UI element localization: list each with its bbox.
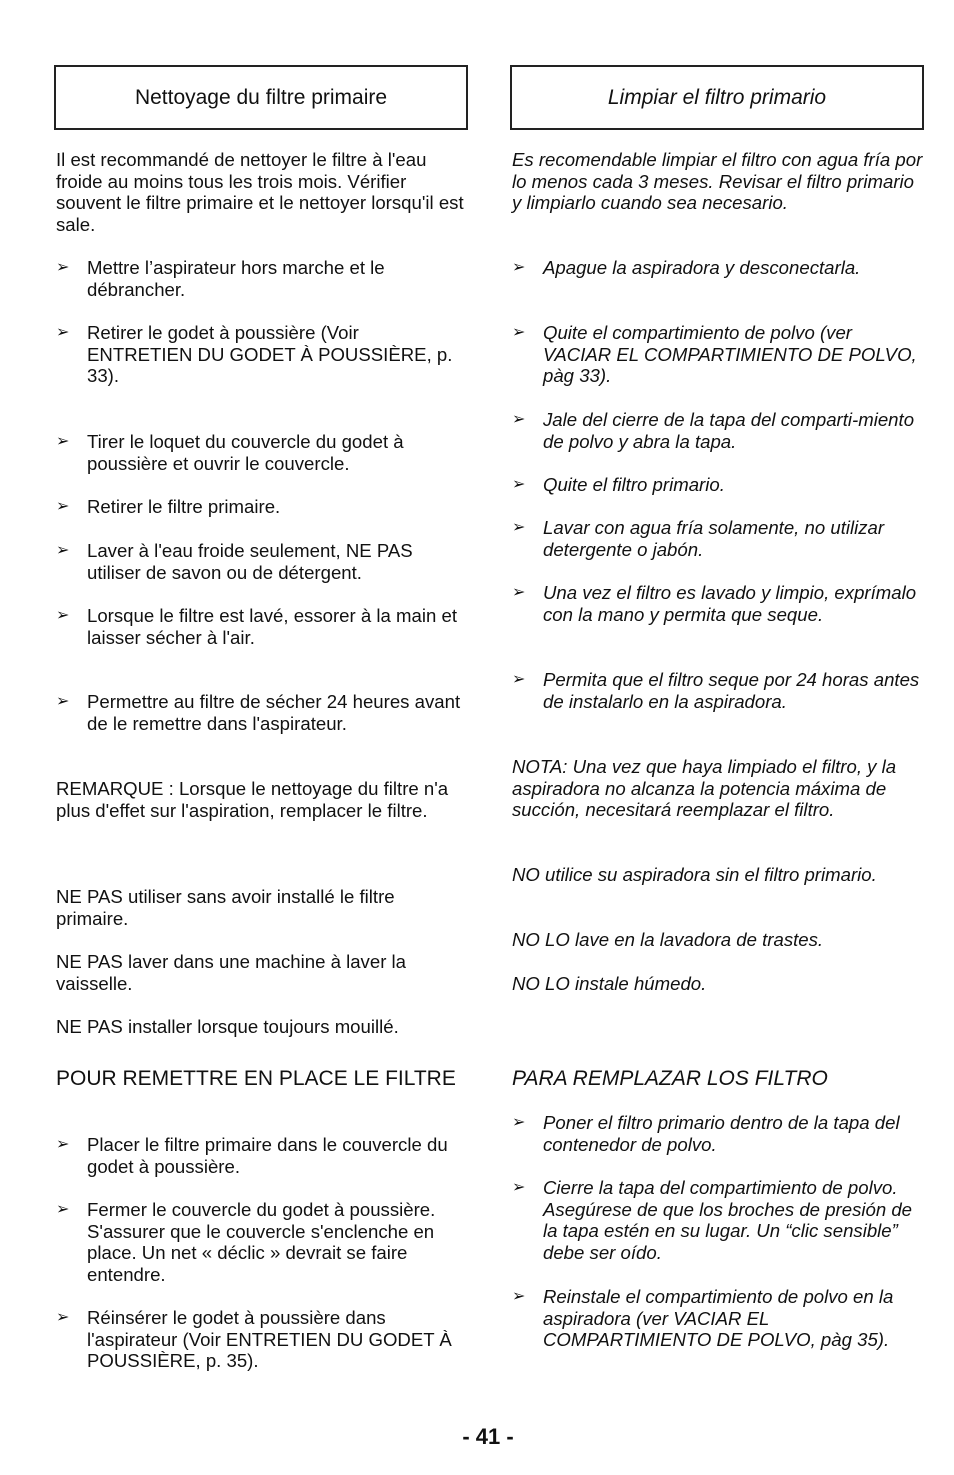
bullet-arrow-icon: ➢ xyxy=(512,584,526,601)
french-replace-step-3: ➢ Réinsérer le godet à poussière dans l'aspirateur (Voir ENTRETIEN DU GODET À POUSSIÈRE, p. 35). xyxy=(56,1307,452,1372)
spanish-warning-2: NO LO lave en la lavadora de trastes. xyxy=(512,929,824,950)
spanish-replace-heading: PARA REMPLAZAR LOS FILTRO xyxy=(512,1067,828,1090)
bullet-arrow-icon: ➢ xyxy=(56,693,70,710)
french-warning-3: NE PAS installer lorsque toujours mouillé. xyxy=(56,1016,399,1037)
bullet-arrow-icon: ➢ xyxy=(56,1201,70,1218)
bullet-arrow-icon: ➢ xyxy=(512,259,526,276)
bullet-arrow-icon: ➢ xyxy=(56,259,70,276)
french-replace-step-1: ➢ Placer le filtre primaire dans le couvercle du godet à poussière. xyxy=(56,1134,448,1177)
spanish-replace-step-2: ➢ Cierre la tapa del compartimiento de polvo. Asegúrese de que los broches de presión de la tapa estén en su lugar. Un “clic sensible” debe ser oído. xyxy=(512,1177,913,1264)
spanish-note: NOTA: Una vez que haya limpiado el filtro, y la aspiradora no alcanza la potencia máxima de succión, necesitará reemplazar el filtro. xyxy=(512,756,897,821)
french-intro: Il est recommandé de nettoyer le filtre à l'eau froide au moins tous les trois mois. Vérifier souvent le filtre primaire et le nettoyer lorsqu'il est sale. xyxy=(56,149,464,236)
bullet-arrow-icon: ➢ xyxy=(512,1179,526,1196)
bullet-arrow-icon: ➢ xyxy=(512,324,526,341)
bullet-arrow-icon: ➢ xyxy=(512,671,526,688)
bullet-arrow-icon: ➢ xyxy=(56,324,70,341)
spanish-column xyxy=(510,65,924,1351)
bullet-arrow-icon: ➢ xyxy=(512,1288,526,1305)
french-remark: REMARQUE : Lorsque le nettoyage du filtre n'a plus d'effet sur l'aspiration, remplacer le filtre. xyxy=(56,778,449,821)
spanish-step-2: ➢ Quite el compartimiento de polvo (ver VACIAR EL COMPARTIMIENTO DE POLVO, pàg 33). xyxy=(512,322,917,387)
spanish-step-5: ➢ Lavar con agua fría solamente, no utilizar detergente o jabón. xyxy=(512,517,885,560)
spanish-replace-step-3: ➢ Reinstale el compartimiento de polvo en la aspiradora (ver VACIAR EL COMPARTIMIENTO DE POLVO, pàg 35). xyxy=(512,1286,894,1351)
spanish-step-7: ➢ Permita que el filtro seque por 24 horas antes de instalarlo en la aspiradora. xyxy=(512,669,920,712)
french-replace-heading: POUR REMETTRE EN PLACE LE FILTRE xyxy=(56,1067,456,1090)
french-step-4: ➢ Retirer le filtre primaire. xyxy=(56,496,281,517)
bullet-arrow-icon: ➢ xyxy=(512,411,526,428)
french-replace-step-2: ➢ Fermer le couvercle du godet à poussière. S'assurer que le couvercle s'enclenche en place. Un net « déclic » devrait se faire entendre. xyxy=(56,1199,436,1286)
bullet-arrow-icon: ➢ xyxy=(56,498,70,515)
bullet-arrow-icon: ➢ xyxy=(56,607,70,624)
french-step-3: ➢ Tirer le loquet du couvercle du godet à poussière et ouvrir le couvercle. xyxy=(56,431,404,474)
bullet-arrow-icon: ➢ xyxy=(56,1136,70,1153)
french-step-2: ➢ Retirer le godet à poussière (Voir ENTRETIEN DU GODET À POUSSIÈRE, p. 33). xyxy=(56,322,453,387)
bullet-arrow-icon: ➢ xyxy=(512,476,526,493)
french-step-5: ➢ Laver à l'eau froide seulement, NE PAS utiliser de savon ou de détergent. xyxy=(56,540,413,583)
spanish-replace-step-1: ➢ Poner el filtro primario dentro de la tapa del contenedor de polvo. xyxy=(512,1112,900,1155)
spanish-step-4: ➢ Quite el filtro primario. xyxy=(512,474,725,495)
spanish-warning-3: NO LO instale húmedo. xyxy=(512,973,707,994)
bullet-arrow-icon: ➢ xyxy=(56,542,70,559)
spanish-section-title: Limpiar el filtro primario xyxy=(510,65,924,130)
french-section-title: Nettoyage du filtre primaire xyxy=(54,65,468,130)
bullet-arrow-icon: ➢ xyxy=(56,433,70,450)
french-step-7: ➢ Permettre au filtre de sécher 24 heures avant de le remettre dans l'aspirateur. xyxy=(56,691,461,734)
bullet-arrow-icon: ➢ xyxy=(56,1309,70,1326)
spanish-step-6: ➢ Una vez el filtro es lavado y limpio, exprímalo con la mano y permita que seque. xyxy=(512,582,917,625)
spanish-step-3: ➢ Jale del cierre de la tapa del comparti-miento de polvo y abra la tapa. xyxy=(512,409,915,452)
spanish-intro: Es recomendable limpiar el filtro con agua fría por lo menos cada 3 meses. Revisar el filtro primario y limpiarlo cuando sea necesario. xyxy=(512,149,923,214)
french-step-6: ➢ Lorsque le filtre est lavé, essorer à la main et laisser sécher à l'air. xyxy=(56,605,457,648)
french-warning-2: NE PAS laver dans une machine à laver la vaisselle. xyxy=(56,951,407,994)
french-column xyxy=(54,65,468,1372)
french-step-1: ➢ Mettre l’aspirateur hors marche et le débrancher. xyxy=(56,257,385,300)
spanish-step-1: ➢ Apague la aspiradora y desconectarla. xyxy=(512,257,861,278)
page-number: - 41 - xyxy=(462,1424,514,1449)
french-warning-1: NE PAS utiliser sans avoir installé le filtre primaire. xyxy=(56,886,395,929)
bullet-arrow-icon: ➢ xyxy=(512,519,526,536)
spanish-warning-1: NO utilice su aspiradora sin el filtro primario. xyxy=(512,864,877,885)
bullet-arrow-icon: ➢ xyxy=(512,1114,526,1131)
